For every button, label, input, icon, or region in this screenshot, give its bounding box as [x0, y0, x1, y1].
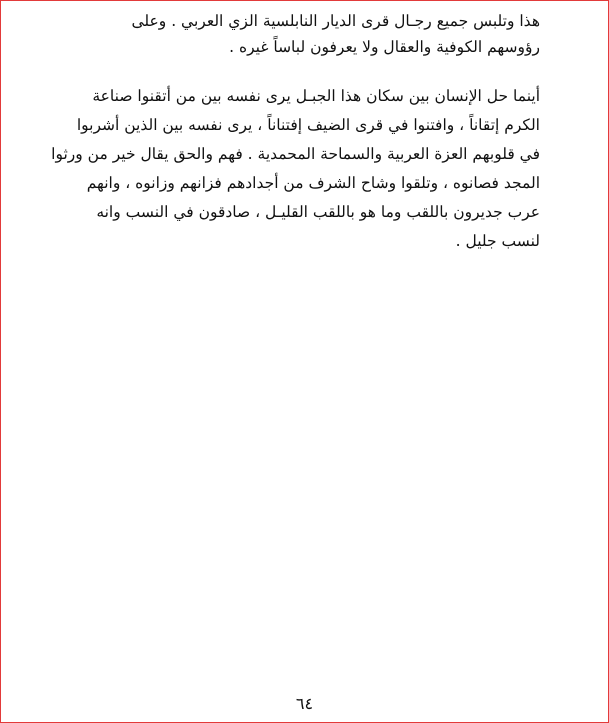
paragraph-1-line-1: هذا وتلبس جميع رجـال قرى الديار النابلسية الزي العربي . وعلى — [131, 12, 540, 30]
paragraph-2-line-3: في قلوبهم العزة العربية والسماحة المحمدية . فهم والحق يقال خير من ورثوا — [51, 145, 540, 163]
paragraph-1-line-2: رؤوسهم الكوفية والعقال ولا يعرفون لباساً غيره . — [229, 38, 540, 56]
paragraph-2-line-5: عرب جديرون باللقب وما هو باللقب القليـل ، صادقون في النسب وانه — [96, 203, 540, 221]
paragraph-2 — [30, 82, 540, 256]
page-number: ٦٤ — [295, 694, 314, 713]
paragraph-2-line-4: المجد فصانوه ، وتلقوا وشاح الشرف من أجدادهم فزانهم وزانوه ، وانهم — [86, 174, 540, 192]
paragraph-2-line-2: الكرم إتقاناً ، وافتنوا في قرى الضيف إفتناناً ، يرى نفسه بين الذين أشربوا — [76, 116, 540, 134]
paragraph-1 — [30, 8, 540, 60]
paragraph-2-line-1: أينما حل الإنسان بين سكان هذا الجبـل يرى نفسه بين من أتقنوا صناعة — [92, 87, 540, 105]
paragraph-2-line-6: لنسب جليل . — [455, 232, 540, 250]
